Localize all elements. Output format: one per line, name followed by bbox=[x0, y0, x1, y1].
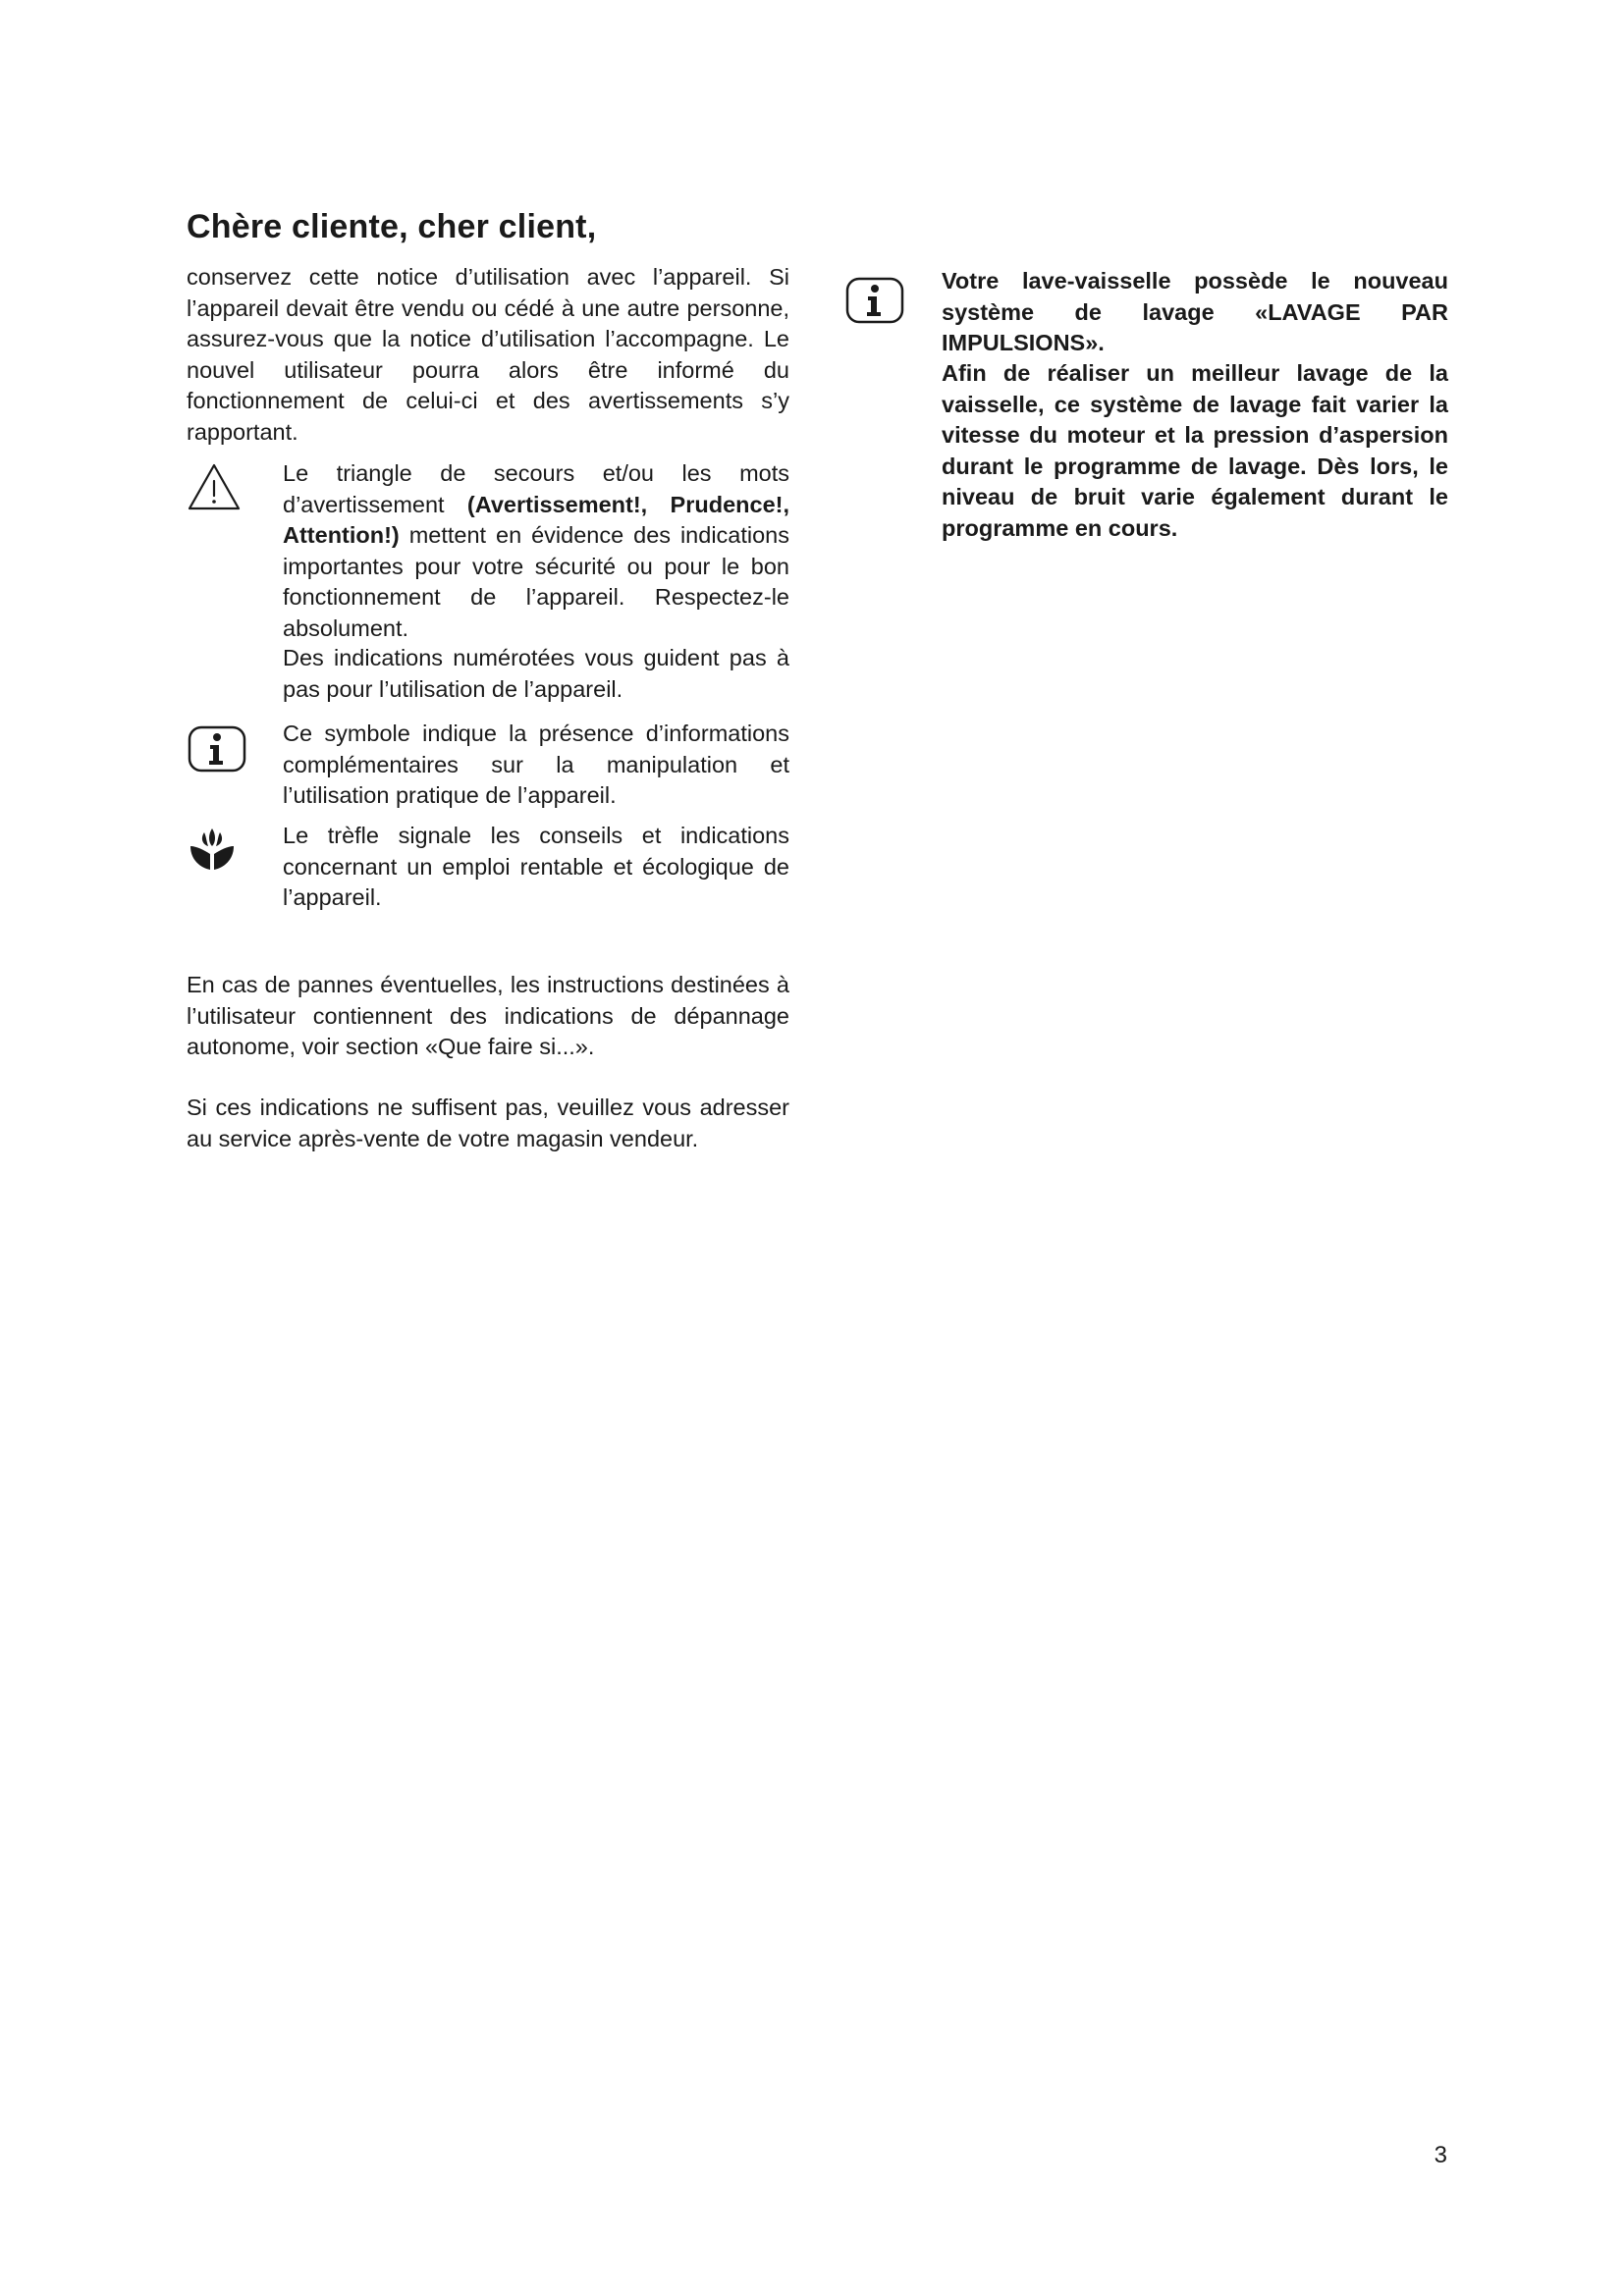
clover-icon bbox=[187, 825, 238, 874]
intro-paragraph: conservez cette notice d’utilisation avec l’appareil. Si l’appareil devait être vendu ou cédé à une autre personne, assurez-vous que la notice d’utilisation l’accompagne. Le nouvel utilisateur pourra alors être informé du fonctionnement de celui-ci et des avertissements s’y rapportant. bbox=[187, 264, 789, 445]
impulse-intro: Votre lave-vaisselle possède le nouveau système de lavage «LAVAGE PAR IMPULSIONS». bbox=[942, 268, 1448, 355]
page-number: 3 bbox=[1434, 2142, 1447, 2168]
impulse-detail: Afin de réaliser un meilleur lavage de la vaisselle, ce système de lavage fait varier la vitesse du moteur et la pression d’aspersion durant le programme de lavage. Dès lors, le niveau de bruit varie également durant le programme en cours. bbox=[942, 360, 1448, 541]
info-icon bbox=[844, 275, 905, 326]
warning-text-cont: mettent en évidence des indications importantes pour votre sécurité ou pour le bon fonctionnement de l’appareil. Respectez-le absolument. bbox=[283, 522, 789, 641]
warning-keywords: (Avertissement!, Prudence!, Attention!) bbox=[283, 491, 789, 548]
warning-paragraph bbox=[283, 458, 789, 644]
warning-text: Le triangle de secours et/ou les mots d’avertissement bbox=[283, 460, 789, 517]
eco-paragraph: Le trèfle signale les conseils et indications concernant un emploi rentable et écologique de l’appareil. bbox=[283, 823, 789, 910]
page-title: Chère cliente, cher client, bbox=[187, 208, 597, 245]
info-paragraph: Ce symbole indique la présence d’informations complémentaires sur la manipulation et l’utilisation pratique de l’appareil. bbox=[283, 721, 789, 808]
service-paragraph: Si ces indications ne suffisent pas, veuillez vous adresser au service après-vente de votre magasin vendeur. bbox=[187, 1095, 789, 1151]
info-icon bbox=[187, 723, 247, 774]
steps-paragraph: Des indications numérotées vous guident pas à pas pour l’utilisation de l’appareil. bbox=[283, 645, 789, 702]
warning-triangle-icon bbox=[187, 461, 242, 512]
faults-paragraph: En cas de pannes éventuelles, les instructions destinées à l’utilisateur contiennent des indications de dépannage autonome, voir section «Que faire si...». bbox=[187, 972, 789, 1059]
